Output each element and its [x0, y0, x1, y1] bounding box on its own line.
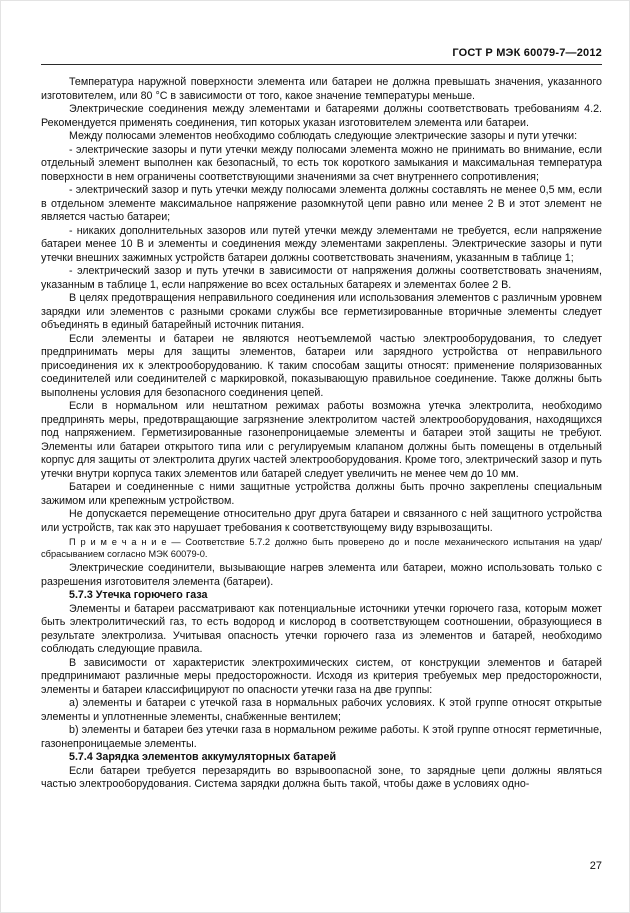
paragraph: Если элементы и батареи не являются неотъемлемой частью электрооборудования, то следует предпринимать меры для защиты элементов, батареи или зарядного устройства от неправильного присоединения их к электрооборудованию. К таким способам защиты относят: применение поляризованных соединителей или соединителей с маркировкой, показывающую правильное соединение. Также должны быть выполнены условия для безопасного соединения цепей. [41, 332, 602, 399]
document-header-title: ГОСТ Р МЭК 60079-7—2012 [41, 47, 602, 65]
paragraph: Электрические соединители, вызывающие нагрев элемента или батареи, можно использовать только с разрешения изготовителя элемента (батареи). [41, 562, 602, 588]
list-item-paragraph: - электрический зазор и путь утечки между полюсами элемента должны составлять не менее 0,5 мм, если в отдельном элементе максимальное напряжение разомкнутой цепи равно или менее 2 В и этот элемент не является частью батареи; [41, 184, 602, 223]
paragraph: Между полюсами элементов необходимо соблюдать следующие электрические зазоры и пути утечки: [69, 130, 578, 142]
section-heading: 5.7.4 Зарядка элементов аккумуляторных батарей [69, 751, 337, 764]
paragraph: Если батареи требуется перезарядить во взрывоопасной зоне, то зарядные цепи должны являться частью электрооборудования. Система зарядки должна быть такой, чтобы даже в условиях одно- [41, 764, 602, 791]
list-item-paragraph: - электрические зазоры и пути утечки между полюсами элемента можно не принимать во внимание, если отдельный элемент выполнен как безопасный, то есть ток короткого замыкания и максимальная температура поверхности в нем ограничены соответствующими значениями за счет внутреннего сопротивления; [41, 143, 602, 183]
document-body [41, 76, 602, 792]
page-number: 27 [589, 860, 602, 872]
paragraph: Электрические соединения между элементами и батареями должны соответствовать требованиям 4.2. Рекомендуется применять соединения, тип которых указан изготовителем элемента или батареи. [41, 103, 602, 129]
list-item-paragraph: - электрический зазор и путь утечки в зависимости от напряжения должны соответствовать значениям, указанным в таблице 1, если напряжение во всех остальных батареях и элементах более 2 В. [41, 265, 602, 291]
paragraph: Если в нормальном или нештатном режимах работы возможна утечка электролита, необходимо предпринять меры, предотвращающие загрязнение электролитом частей электрооборудования, находящихся под напряжением. Герметизированные газонепроницаемые элементы и батареи этой защиты не требуют. Элементы или батареи открытого типа или с регулируемым клапаном должны быть помещены в отдельный корпус для защиты от электролита других частей электрооборудования. Кроме того, электрический зазор и путь утечки внутри корпуса таких элементов или батарей следует увеличить не менее чем до 10 мм. [41, 400, 602, 480]
paragraph: В целях предотвращения неправильного соединения или использования элементов с различным уровнем зарядки или элементов с разными сроками службы все герметизированные вторичные элементы следует объединять в единый батарейный источник питания. [41, 292, 602, 331]
section-heading: 5.7.3 Утечка горючего газа [69, 589, 208, 602]
paragraph: В зависимости от характеристик электрохимических систем, от конструкции элементов и батарей предпринимают различные меры предосторожности. Исходя из критерия требуемых мер предосторожности, элементы и батареи классифицируют по опасности утечки газа на две группы: [41, 656, 602, 696]
paragraph: Батареи и соединенные с ними защитные устройства должны быть прочно закреплены специальным зажимом или крепежным устройством. [41, 481, 602, 507]
list-item-paragraph: b) элементы и батареи без утечки газа в нормальном режиме работы. К этой группе относят герметичные, газонепроницаемые элементы. [41, 724, 602, 750]
list-item-paragraph: a) элементы и батареи с утечкой газа в нормальных рабочих условиях. К этой группе относят открытые элементы и уплотненные элементы, снабженные вентилем; [41, 697, 602, 723]
paragraph: Не допускается перемещение относительно друг друга батареи и связанного с ней защитного устройства или устройств, так как это нарушает требования к соответствующему виду взрывозащиты. [41, 508, 602, 534]
list-item-paragraph: - никаких дополнительных зазоров или путей утечки между элементами не требуется, если напряжение батареи менее 10 В и элементы и соединения между элементами закреплены. Электрические зазоры и пути утечки внешних зажимных устройств батареи должны соответствовать значениям, указанным в таблице 1; [41, 224, 602, 264]
note-paragraph: П р и м е ч а н и е — Соответствие 5.7.2 должно быть проверено до и после механического испытания на удар/сбрасыванием согласно МЭК 60079-0. [41, 537, 602, 559]
paragraph: Элементы и батареи рассматривают как потенциальные источники утечки горючего газа, которым может быть электролитический газ, то есть водород и кислород в соответствующем соотношении, образующиеся в результате электролиза. Учитывая опасность утечки горючего газа из элементов и батарей, необходимо соблюдать следующие правила. [41, 602, 602, 656]
paragraph: Температура наружной поверхности элемента или батареи не должна превышать значения, указанного изготовителем, или 80 °С в зависимости от того, какое значение температуры меньше. [41, 76, 602, 102]
